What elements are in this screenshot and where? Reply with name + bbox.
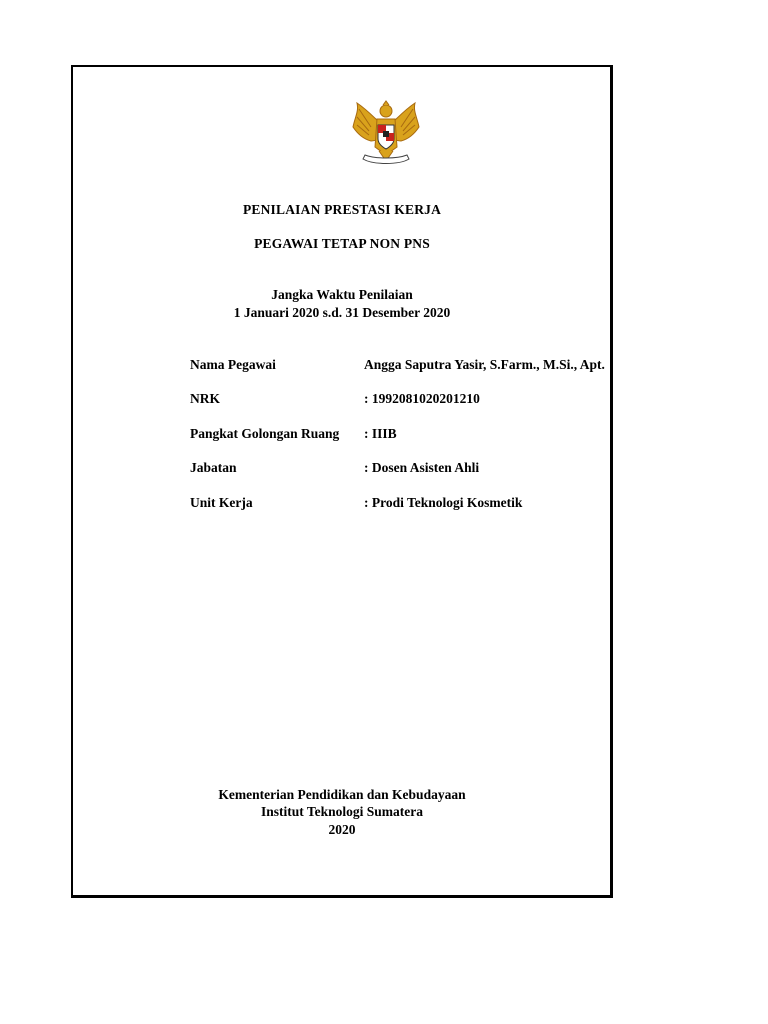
document-title: PENILAIAN PRESTASI KERJA [242,202,442,217]
employee-name-label: Nama Pegawai [190,357,276,372]
employee-position-label: Jabatan [190,460,237,475]
employee-position-value: : Dosen Asisten Ahli [364,460,480,475]
employee-name-value: Angga Saputra Yasir, S.Farm., M.Si., Apt. [364,357,605,372]
ministry-name: Kementerian Pendidikan dan Kebudayaan [218,787,466,802]
institution-name: Institut Teknologi Sumatera [260,804,424,819]
employee-nrk-value: : 1992081020201210 [364,391,480,406]
document-frame [71,65,613,898]
document-subtitle: PEGAWAI TETAP NON PNS [254,236,430,251]
assessment-period-label: Jangka Waktu Penilaian [271,287,413,302]
employee-unit-label: Unit Kerja [190,495,253,510]
employee-nrk-label: NRK [190,391,220,406]
employee-rank-label: Pangkat Golongan Ruang [190,426,340,441]
garuda-emblem-icon [349,97,423,169]
employee-unit-value: : Prodi Teknologi Kosmetik [364,495,523,510]
document-year: 2020 [328,822,356,837]
assessment-period-value: 1 Januari 2020 s.d. 31 Desember 2020 [233,305,451,320]
employee-rank-value: : IIIB [364,426,397,441]
